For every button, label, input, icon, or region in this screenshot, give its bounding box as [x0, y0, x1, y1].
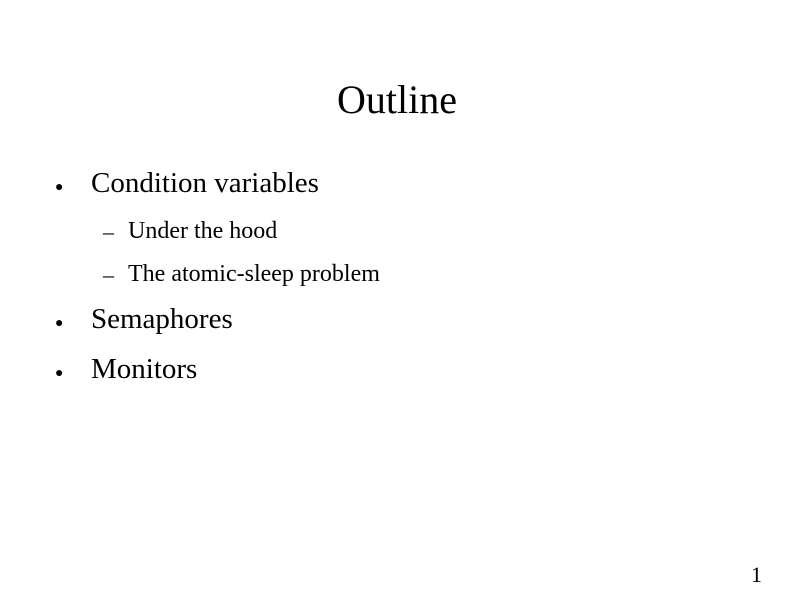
bullet-marker: ●: [55, 366, 64, 381]
sub-bullet-text: Under the hood: [128, 218, 278, 244]
dash-marker: –: [103, 219, 114, 244]
slide-title: Outline: [337, 77, 457, 122]
bullet-text: Monitors: [91, 353, 198, 385]
bullet-text: Condition variables: [91, 167, 319, 199]
dash-marker: –: [103, 262, 114, 287]
page-number: 1: [751, 562, 762, 587]
bullet-text: Semaphores: [91, 303, 233, 335]
bullet-marker: ●: [55, 180, 64, 195]
bullet-marker: ●: [55, 316, 64, 331]
sub-bullet-text: The atomic-sleep problem: [128, 261, 380, 287]
